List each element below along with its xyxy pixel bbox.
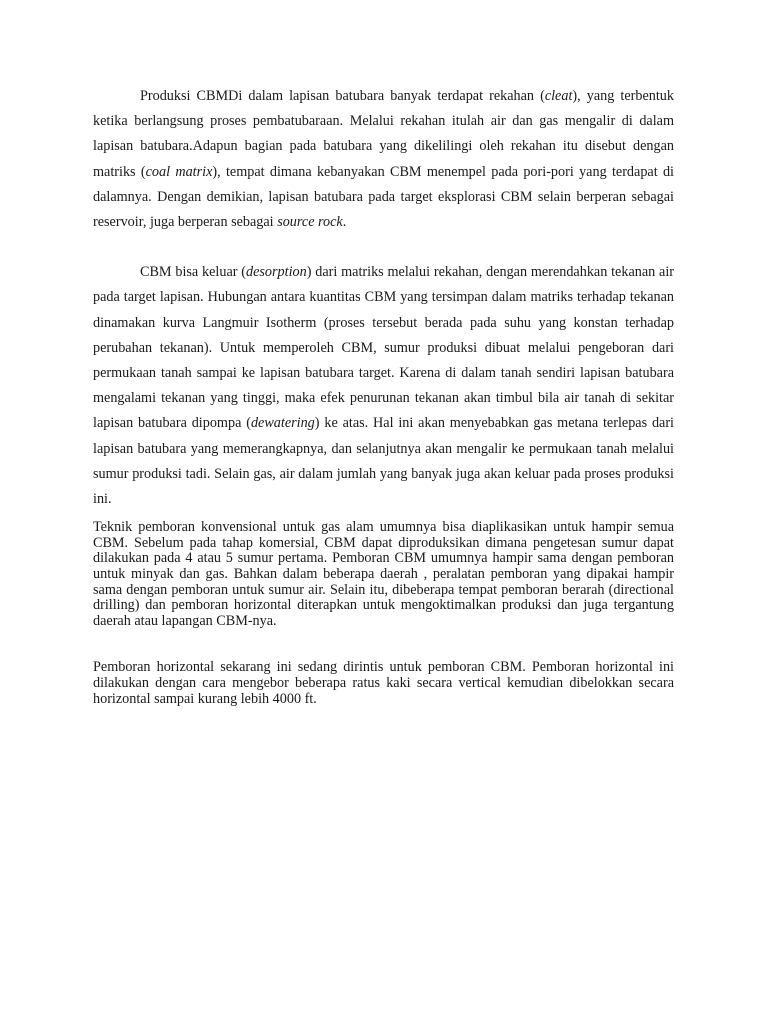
text-run: . [342, 214, 347, 231]
italic-term-coal-matrix: coal matrix [145, 163, 213, 180]
text-run: Teknik pemboran konvensional untuk gas alam umumnya bisa diaplikasikan untuk hampir semua CBM. Sebelum pada tahap komersial, CBM dapat diproduksikan dimana pengetesan sumur dapat dilakukan pada 4 atau 5 sumur pertama. Pemboran CBM umumnya hampir sama dengan pemboran untuk minyak dan gas. Bahkan dalam beberapa daerah , peralatan pemboran yang dipakai hampir sama dengan pemboran untuk sumur air. Selain itu, dibeberapa tempat pemboran berarah (directional drilling) dan pemboran horizontal diterapkan untuk mengoktimalkan produksi dan juga tergantung daerah atau lapangan CBM-nya. [93, 519, 674, 629]
italic-term-source-rock: source rock [277, 214, 343, 231]
italic-term-dewatering: dewatering [250, 415, 315, 432]
paragraph-cbm-cleat [93, 84, 674, 235]
document-page [93, 84, 674, 707]
paragraph-horizontal-drilling [93, 660, 674, 707]
italic-term-cleat: cleat [544, 88, 573, 104]
paragraph-cbm-desorption [93, 260, 674, 512]
text-run: Produksi CBMDi dalam lapisan batubara banyak terdapat rekahan ( [140, 88, 545, 104]
text-run: Pemboran horizontal sekarang ini sedang dirintis untuk pemboran CBM. Pemboran horizontal ini dilakukan dengan cara mengebor beberapa ratus kaki secara vertical kemudian dibelokkan secara horizontal sampai kurang lebih 4000 ft. [93, 659, 674, 707]
text-run: ) dari matriks melalui rekahan, dengan merendahkan tekanan air pada target lapisan. Hubungan antara kuantitas CBM yang tersimpan dalam matriks terhadap tekanan dinamakan kurva Langmuir Isotherm (proses tersebut berada pada suhu yang konstan terhadap perubahan tekanan). Untuk memperoleh CBM, sumur produksi dibuat melalui pengeboran dari permukaan tanah sampai ke lapisan batubara target. Karena di dalam tanah sendiri lapisan batubara mengalami tekanan yang tinggi, maka efek penurunan tekanan akan timbul bila air tanah di sekitar lapisan batubara dipompa ( [93, 264, 675, 432]
text-run: CBM bisa keluar ( [140, 264, 247, 281]
text-run: ), yang terbentuk ketika berlangsung proses pembatubaraan. Melalui rekahan itulah air dan gas mengalir di dalam lapisan batubara.Adapun bagian pada batubara yang dikelilingi oleh rekahan itu disebut dengan matriks ( [93, 88, 674, 180]
text-run: ) ke atas. Hal ini akan menyebabkan gas metana terlepas dari lapisan batubara yang memerangkapnya, dan selanjutnya akan mengalir ke permukaan tanah melalui sumur produksi tadi. Selain gas, air dalam jumlah yang banyak juga akan keluar pada proses produksi ini. [93, 415, 675, 508]
text-run: ), tempat dimana kebanyakan CBM menempel pada pori-pori yang terdapat di dalamnya. Dengan demikian, lapisan batubara pada target eksplorasi CBM selain berperan sebagai reservoir, juga berperan sebagai [93, 163, 674, 231]
paragraph-drilling-techniques [93, 520, 674, 629]
italic-term-desorption: desorption [246, 264, 307, 281]
